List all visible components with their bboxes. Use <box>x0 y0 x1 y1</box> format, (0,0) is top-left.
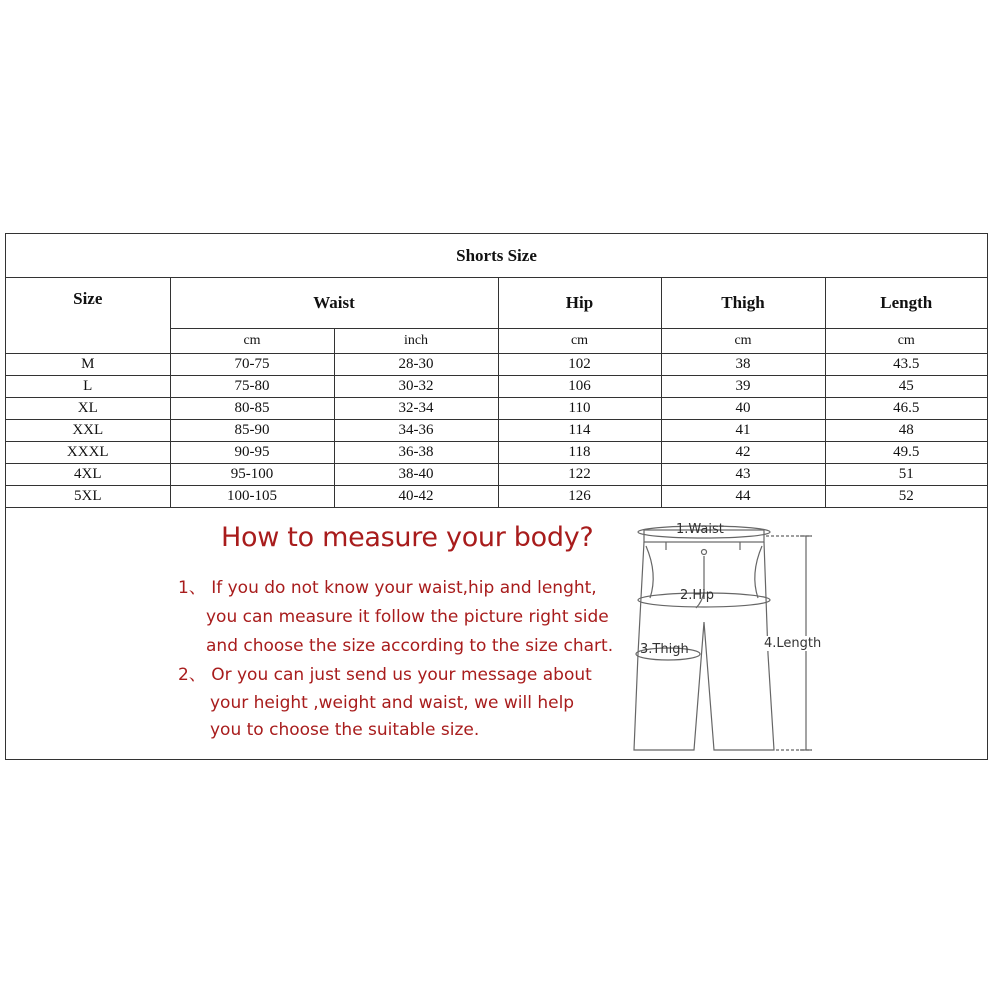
diagram-label-length: 4.Length <box>764 636 822 651</box>
table-row <box>6 354 987 376</box>
cell-waist-inch: 34-36 <box>334 420 498 442</box>
diagram-label-waist: 1.Waist <box>676 522 724 537</box>
cell-waist-cm: 80-85 <box>170 398 334 420</box>
cell-length: 48 <box>825 420 987 442</box>
step1-line2: you can measure it follow the picture right side <box>206 607 609 627</box>
cell-length: 46.5 <box>825 398 987 420</box>
cell-hip: 110 <box>498 398 661 420</box>
step2-line2: your height ,weight and waist, we will help <box>210 693 575 713</box>
unit-thigh: cm <box>661 328 825 353</box>
header-hip: Hip <box>498 278 661 329</box>
cell-waist-inch: 36-38 <box>334 442 498 464</box>
cell-size: L <box>6 376 170 398</box>
unit-waist-cm: cm <box>170 328 334 353</box>
unit-hip: cm <box>498 328 661 353</box>
cell-hip: 102 <box>498 354 661 376</box>
cell-length: 52 <box>825 486 987 508</box>
cell-size: 5XL <box>6 486 170 508</box>
cell-waist-inch: 40-42 <box>334 486 498 508</box>
cell-size: M <box>6 354 170 376</box>
cell-length: 43.5 <box>825 354 987 376</box>
cell-thigh: 43 <box>661 464 825 486</box>
cell-waist-cm: 95-100 <box>170 464 334 486</box>
diagram-label-thigh: 3.Thigh <box>640 642 689 657</box>
cell-length: 49.5 <box>825 442 987 464</box>
table-row <box>6 464 987 486</box>
size-chart-sheet <box>5 233 988 760</box>
step2-line1: 2、 Or you can just send us your message about <box>178 665 592 685</box>
cell-thigh: 38 <box>661 354 825 376</box>
table-title-row <box>6 234 987 278</box>
header-size <box>6 278 170 354</box>
header-thigh: Thigh <box>661 278 825 329</box>
cell-waist-inch: 30-32 <box>334 376 498 398</box>
header-size-label: Size <box>73 289 103 308</box>
header-length: Length <box>825 278 987 329</box>
cell-waist-inch: 38-40 <box>334 464 498 486</box>
shorts-measurement-diagram <box>628 514 828 764</box>
header-waist: Waist <box>170 278 498 329</box>
cell-hip: 126 <box>498 486 661 508</box>
unit-length: cm <box>825 328 987 353</box>
cell-thigh: 44 <box>661 486 825 508</box>
cell-waist-cm: 70-75 <box>170 354 334 376</box>
table-row <box>6 398 987 420</box>
measure-guide-section <box>6 508 987 770</box>
table-row <box>6 376 987 398</box>
cell-waist-inch: 32-34 <box>334 398 498 420</box>
cell-thigh: 40 <box>661 398 825 420</box>
size-table <box>6 234 987 508</box>
step1-line3: and choose the size according to the size chart. <box>206 636 614 656</box>
cell-hip: 118 <box>498 442 661 464</box>
cell-size: XXXL <box>6 442 170 464</box>
cell-waist-cm: 100-105 <box>170 486 334 508</box>
guide-steps <box>178 574 628 744</box>
cell-size: XXL <box>6 420 170 442</box>
cell-waist-cm: 75-80 <box>170 376 334 398</box>
cell-thigh: 41 <box>661 420 825 442</box>
table-row <box>6 486 987 508</box>
cell-waist-inch: 28-30 <box>334 354 498 376</box>
cell-size: 4XL <box>6 464 170 486</box>
guide-title: How to measure your body? <box>221 522 594 553</box>
cell-waist-cm: 85-90 <box>170 420 334 442</box>
table-row <box>6 420 987 442</box>
diagram-label-hip: 2.Hip <box>680 588 715 603</box>
cell-hip: 122 <box>498 464 661 486</box>
table-row <box>6 442 987 464</box>
cell-hip: 106 <box>498 376 661 398</box>
cell-hip: 114 <box>498 420 661 442</box>
cell-size: XL <box>6 398 170 420</box>
step1-line1: 1、 If you do not know your waist,hip and lenght, <box>178 578 597 598</box>
cell-thigh: 42 <box>661 442 825 464</box>
table-header-row <box>6 278 987 329</box>
table-body <box>6 354 987 508</box>
cell-length: 51 <box>825 464 987 486</box>
cell-thigh: 39 <box>661 376 825 398</box>
step2-line3: you to choose the suitable size. <box>210 720 480 740</box>
table-title: Shorts Size <box>6 234 987 278</box>
unit-waist-inch: inch <box>334 328 498 353</box>
cell-length: 45 <box>825 376 987 398</box>
cell-waist-cm: 90-95 <box>170 442 334 464</box>
